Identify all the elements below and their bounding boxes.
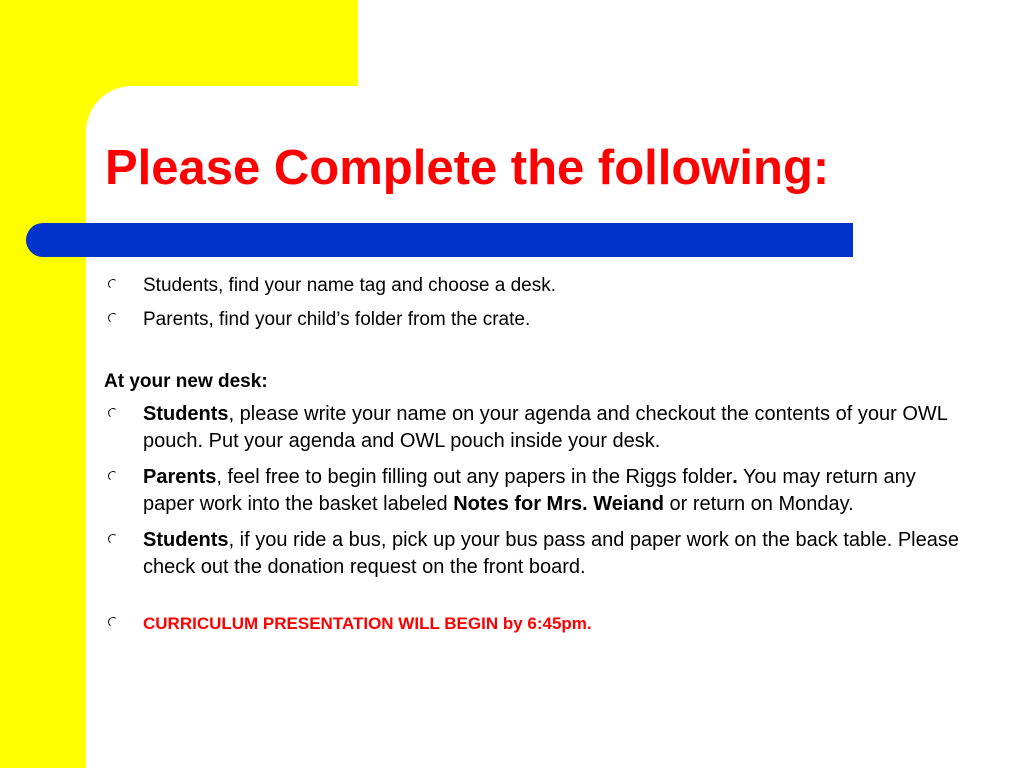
- list-item-bold: Parents: [143, 466, 217, 488]
- list-item-bold: Students: [143, 403, 229, 425]
- list-item-text: Students, find your name tag and choose a desk.: [143, 275, 556, 296]
- title-underline-bar: [26, 223, 853, 257]
- alert-text: CURRICULUM PRESENTATION WILL BEGIN by 6:45pm.: [143, 614, 592, 633]
- circle-bullet-icon: [107, 278, 119, 290]
- list-item-text: , please write your name on your agenda and checkout the contents of your OWL pouch. Put your agenda and OWL pouch inside your desk.: [143, 403, 948, 452]
- list-item-text: You may return any paper work into the basket labeled: [143, 466, 916, 515]
- list-item-text: Parents, find your child’s folder from the crate.: [143, 309, 531, 330]
- list-item: [104, 527, 964, 581]
- list-item-bold-label: Notes for Mrs. Weiand: [453, 493, 664, 515]
- circle-bullet-icon: [107, 407, 119, 419]
- list-item-bold: Students: [143, 529, 229, 551]
- list-item: [104, 272, 964, 299]
- circle-bullet-icon: [107, 470, 119, 482]
- list-item-text: or return on Monday.: [663, 493, 854, 515]
- section-heading: At your new desk:: [104, 371, 268, 392]
- list-item-text: , if you ride a bus, pick up your bus pass and paper work on the back table. Please check out the donation request on the front board.: [143, 529, 959, 578]
- list-item: [104, 401, 964, 455]
- list-item-bold-period: .: [732, 466, 738, 488]
- circle-bullet-icon: [107, 312, 119, 324]
- list-item: [104, 464, 964, 518]
- circle-bullet-icon: [107, 533, 119, 545]
- white-top-area: [358, 0, 1024, 90]
- alert-item: [104, 612, 964, 636]
- slide-content: [104, 270, 964, 636]
- list-item: [104, 306, 964, 333]
- slide-title: Please Complete the following:: [105, 141, 830, 195]
- circle-bullet-icon: [107, 616, 119, 628]
- list-item-text: , feel free to begin filling out any papers in the Riggs folder: [216, 466, 733, 488]
